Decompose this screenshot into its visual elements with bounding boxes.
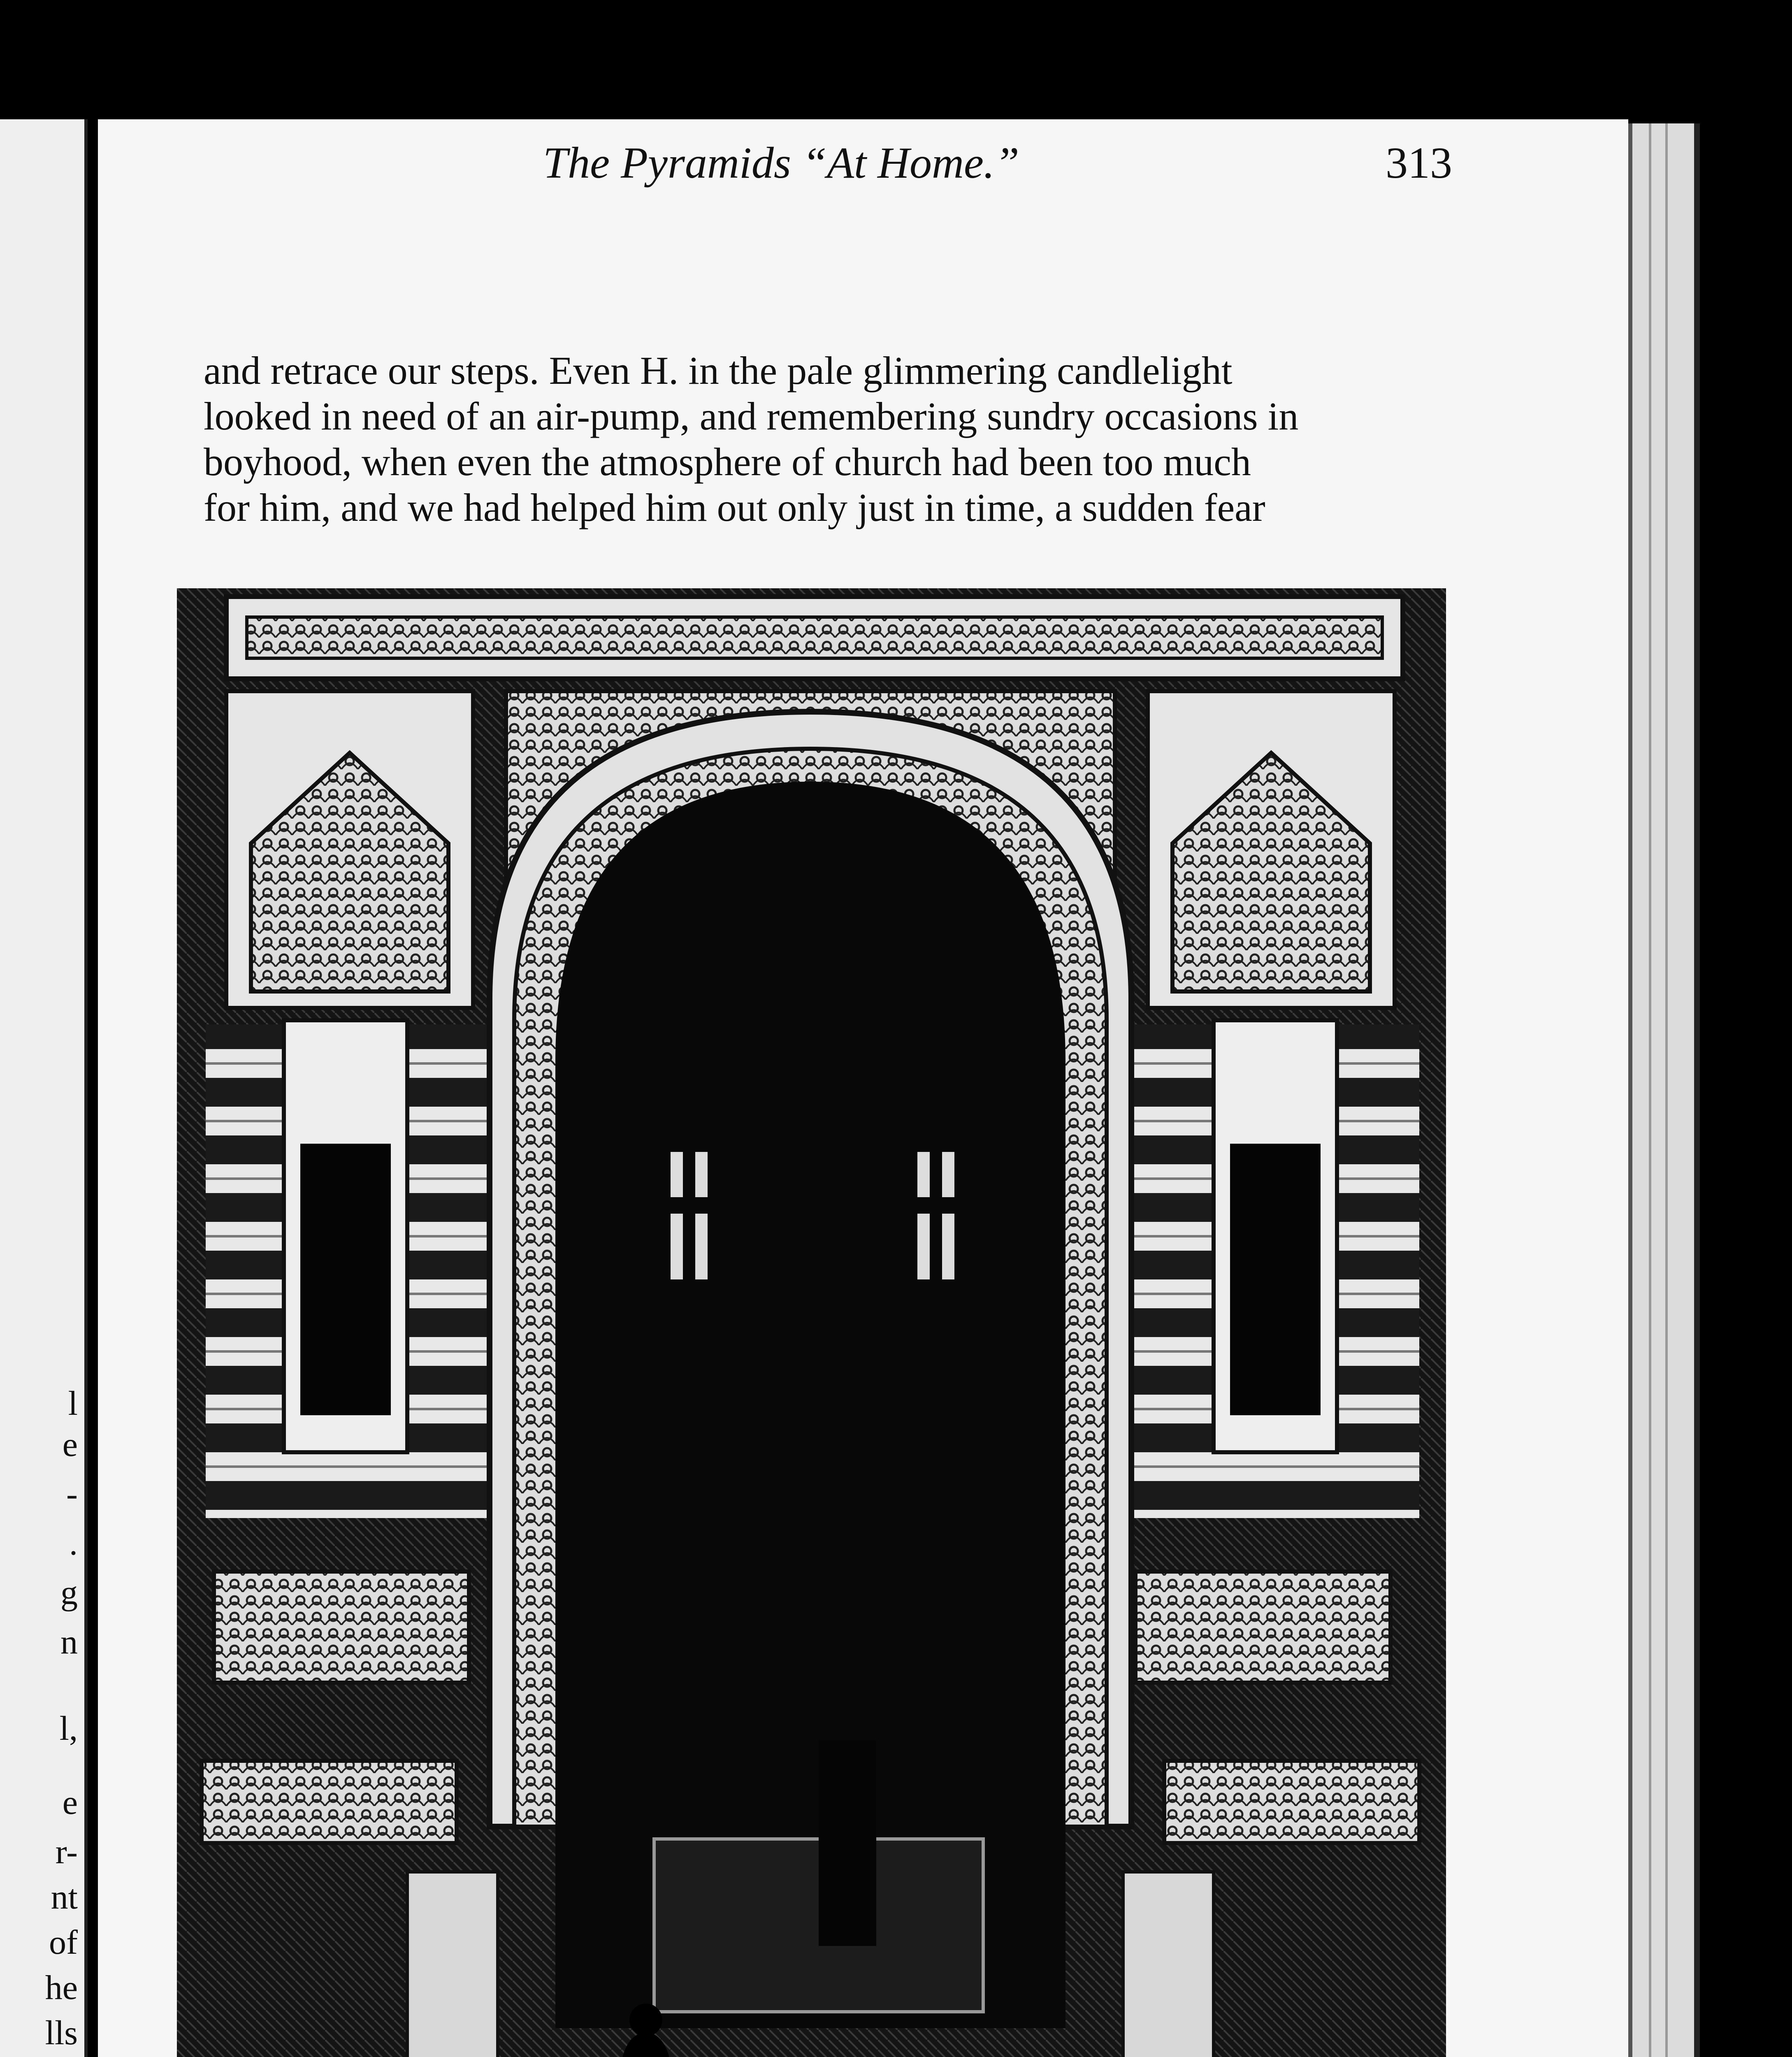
top-paragraph (204, 348, 1409, 530)
facing-page-fragment: he (45, 1969, 78, 2007)
facing-page-fragment: l (68, 1384, 78, 1423)
facing-page-fragment: l, (59, 1709, 78, 1748)
running-title: The Pyramids “At Home.” (543, 139, 1019, 188)
facing-page-fragment: lls (45, 2014, 78, 2052)
text-line: for him, and we had helped him out only just in time, a sudden fear (204, 485, 1265, 529)
text-line: boyhood, when even the atmosphere of church had been too much (204, 440, 1251, 484)
facing-page-fragment: - (66, 1475, 78, 1513)
page-edge-stack (1628, 123, 1700, 2057)
facing-page-fragment: n (60, 1623, 78, 1661)
page-header (448, 138, 1452, 208)
facing-page-fragment: nt (51, 1878, 78, 1916)
page-number: 313 (1386, 139, 1452, 188)
prayer-niche-engraving (177, 588, 1446, 2057)
text-line: looked in need of an air-pump, and remembering sundry occasions in (204, 394, 1299, 438)
facing-page (0, 119, 88, 2057)
facing-page-fragment: g (60, 1574, 78, 1612)
engraving-illustration (177, 588, 1446, 2057)
facing-page-fragment: . (69, 1524, 78, 1562)
facing-page-fragment: e (62, 1783, 78, 1822)
text-line: and retrace our steps. Even H. in the pale glimmering candlelight (204, 348, 1233, 392)
facing-page-fragment: r- (55, 1833, 78, 1871)
facing-page-fragment: e (62, 1426, 78, 1464)
facing-page-fragment: of (49, 1923, 78, 1962)
